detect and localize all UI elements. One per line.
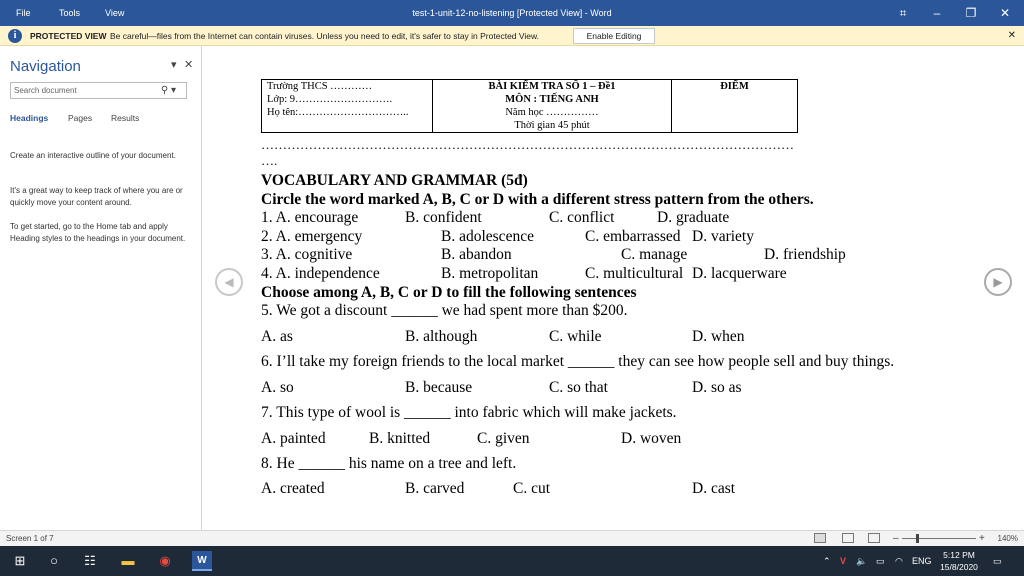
question-8-text: 8. He ______ his name on a tree and left. [261, 455, 517, 472]
question-2-option-a: 2. A. emergency [261, 228, 363, 245]
score-label: ĐIỂM [720, 81, 749, 92]
unikey-icon[interactable]: V [840, 556, 847, 566]
nav-help-text-1: Create an interactive outline of your document. [10, 151, 176, 160]
section-vocabulary-title: VOCABULARY AND GRAMMAR (5đ) [261, 172, 528, 189]
question-2-option-b: B. adolescence [441, 228, 534, 245]
class-field: Lớp: 9………………………. [267, 94, 393, 105]
notifications-icon[interactable]: ▭ [993, 556, 1002, 566]
question-7-option-a: A. painted [261, 430, 326, 447]
question-7-option-b: B. knitted [369, 430, 431, 447]
enable-editing-button[interactable]: Enable Editing [573, 28, 655, 44]
header-cell-test [433, 80, 672, 132]
question-6-option-b: B. because [405, 379, 473, 396]
word-icon[interactable]: W [192, 551, 212, 571]
zoom-slider-thumb[interactable] [916, 534, 919, 543]
question-6-text: 6. I’ll take my foreign friends to the local market ______ they can see how people sell and buy things. [261, 353, 895, 370]
school-field: Trường THCS ………… [267, 81, 373, 92]
close-button[interactable]: ✕ [999, 6, 1011, 20]
wifi-icon[interactable]: ◠ [895, 556, 903, 566]
screen-counter: Screen 1 of 7 [6, 534, 54, 543]
tab-pages[interactable]: Pages [68, 113, 93, 123]
taskbar [0, 546, 1024, 576]
question-7-option-c: C. given [477, 430, 530, 447]
nav-help-text-3: To get started, go to the Home tab and apply Heading styles to the headings in your document. [10, 222, 186, 243]
question-6-option-d: D. so as [692, 379, 742, 396]
battery-icon[interactable]: ▭ [876, 556, 885, 566]
question-8-option-b: B. carved [405, 480, 465, 497]
question-4-option-a: 4. A. independence [261, 265, 380, 282]
show-hidden-icons-icon[interactable]: ⌃ [823, 556, 831, 566]
zoom-slider[interactable] [902, 538, 976, 539]
section-stress-instruction: Circle the word marked A, B, C or D with a different stress pattern from the others. [261, 191, 814, 208]
navigation-pane [0, 46, 202, 530]
volume-icon[interactable]: 🔈 [856, 556, 868, 566]
question-4-option-d: D. lacquerware [692, 265, 787, 282]
nav-help-text-2: It's a great way to keep track of where you are or quickly move your content around. [10, 186, 183, 207]
question-5-option-d: D. when [692, 328, 745, 345]
title-bar [0, 0, 1024, 26]
dotted-line-end: …. [261, 153, 278, 168]
question-5-text: 5. We got a discount ______ we had spent more than $200. [261, 302, 628, 319]
section-fill-title: Choose among A, B, C or D to fill the following sentences [261, 284, 637, 301]
protected-view-bar [0, 26, 1024, 46]
question-5-option-c: C. while [549, 328, 602, 345]
navigation-title: Navigation [10, 58, 81, 75]
subject: MÔN : TIẾNG ANH [505, 94, 599, 105]
school-year: Năm học …………… [505, 107, 599, 118]
dotted-line: …………………………………………………………………………………………………………… [261, 137, 794, 152]
question-2-option-c: C. embarrassed [585, 228, 681, 245]
tab-results[interactable]: Results [111, 113, 140, 123]
search-input[interactable] [10, 82, 187, 99]
read-mode-icon[interactable] [814, 533, 826, 543]
chrome-icon[interactable]: ◉ [159, 553, 171, 568]
zoom-out-icon[interactable]: – [893, 533, 899, 544]
question-8-option-d: D. cast [692, 480, 736, 497]
header-cell-student [262, 80, 433, 132]
search-placeholder: Search document [14, 86, 77, 95]
question-5-option-b: B. although [405, 328, 478, 345]
question-8-option-c: C. cut [513, 480, 551, 497]
protected-view-label: PROTECTED VIEW [30, 31, 107, 41]
info-icon: i [8, 29, 22, 43]
tab-headings[interactable]: Headings [10, 113, 49, 123]
question-1-option-d: D. graduate [657, 209, 730, 226]
next-screen-button[interactable]: ▶ [984, 268, 1012, 296]
question-6-option-c: C. so that [549, 379, 608, 396]
menu-file[interactable]: File [16, 8, 31, 18]
question-3-option-c: C. manage [621, 246, 688, 263]
question-7-option-d: D. woven [621, 430, 682, 447]
pane-options-icon[interactable]: ▾ [171, 59, 177, 71]
menu-tools[interactable]: Tools [59, 8, 81, 18]
file-explorer-icon[interactable]: ▬ [121, 553, 135, 568]
question-3-option-d: D. friendship [764, 246, 846, 263]
test-duration: Thời gian 45 phút [514, 120, 590, 131]
minimize-button[interactable]: – [933, 6, 941, 20]
task-view-icon[interactable]: ☷ [84, 553, 96, 568]
language-indicator[interactable]: ENG [912, 556, 932, 566]
print-layout-icon[interactable] [842, 533, 854, 543]
question-6-option-a: A. so [261, 379, 294, 396]
question-4-option-b: B. metropolitan [441, 265, 539, 282]
restore-button[interactable]: ❐ [965, 6, 977, 20]
status-bar [0, 530, 1024, 546]
menu-view[interactable]: View [105, 8, 125, 18]
question-8-option-a: A. created [261, 480, 325, 497]
question-3-option-b: B. abandon [441, 246, 512, 263]
clock[interactable] [933, 549, 985, 573]
protected-view-message: Be careful—files from the Internet can contain viruses. Unless you need to edit, it's safer to stay in Protected View. [110, 31, 540, 41]
search-icon[interactable]: ⚲ ▾ [160, 85, 176, 96]
question-7-text: 7. This type of wool is ______ into fabric which will make jackets. [261, 404, 677, 421]
question-4-option-c: C. multicultural [585, 265, 684, 282]
question-5-option-a: A. as [261, 328, 293, 345]
question-1-option-b: B. confident [405, 209, 482, 226]
ribbon-display-options-icon[interactable]: ⌗ [899, 6, 907, 20]
question-1-option-c: C. conflict [549, 209, 615, 226]
start-icon[interactable]: ⊞ [14, 553, 26, 568]
clock-date: 15/8/2020 [940, 562, 978, 572]
close-bar-icon[interactable]: ✕ [1007, 30, 1016, 41]
close-pane-icon[interactable]: ✕ [184, 59, 194, 71]
question-2-option-d: D. variety [692, 228, 754, 245]
test-title: BÀI KIỂM TRA SỐ 1 – Đề1 [488, 81, 616, 92]
question-1-option-a: 1. A. encourage [261, 209, 359, 226]
previous-screen-button[interactable]: ◀ [215, 268, 243, 296]
window-title: test-1-unit-12-no-listening [Protected View] - Word [412, 8, 612, 18]
header-cell-score [672, 80, 797, 132]
zoom-in-icon[interactable]: + [979, 533, 985, 544]
header-table [261, 79, 798, 133]
zoom-level[interactable]: 140% [997, 534, 1018, 543]
name-field: Họ tên:………………………….. [267, 107, 409, 118]
search-circle-icon[interactable]: ○ [50, 553, 58, 568]
clock-time: 5:12 PM [943, 550, 975, 560]
question-3-option-a: 3. A. cognitive [261, 246, 353, 263]
web-layout-icon[interactable] [868, 533, 880, 543]
